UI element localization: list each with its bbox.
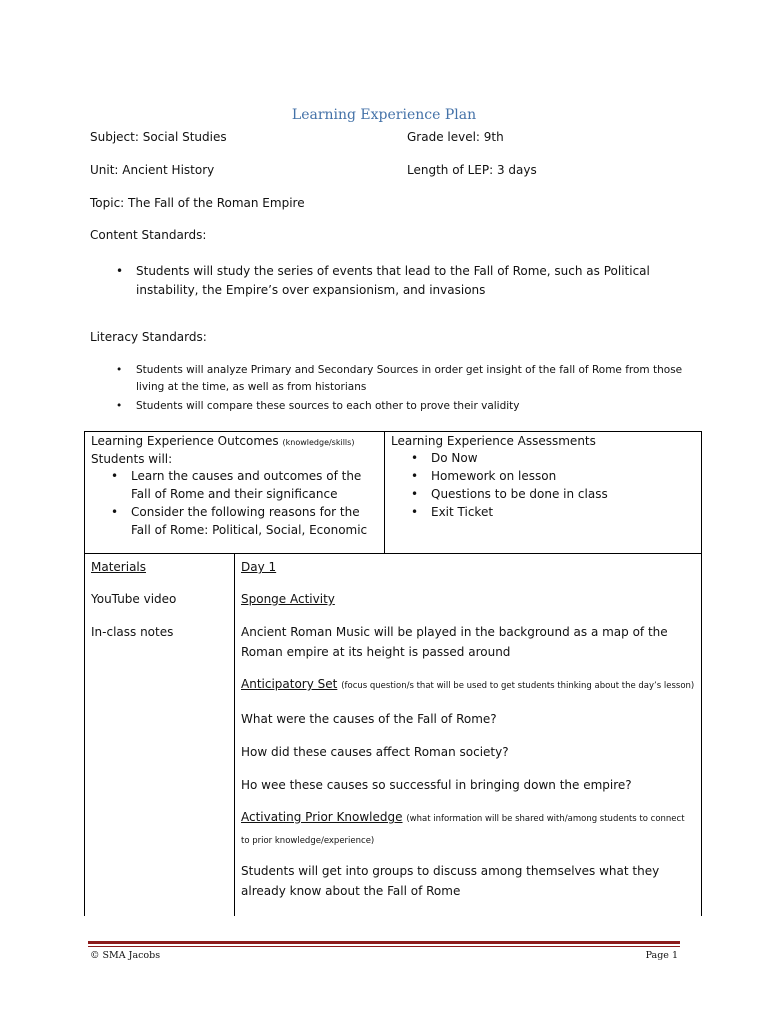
- grade-level-label: Grade level: 9th: [407, 130, 504, 144]
- anticipatory-set-heading: Anticipatory Set: [241, 677, 338, 691]
- list-item: • Students will study the series of events that lead to the Fall of Rome, such as Political instability, the Empire’s over expansionism, and invasions: [90, 262, 690, 300]
- day-heading: Day 1: [241, 560, 277, 574]
- footer-rule: [88, 941, 680, 944]
- list-item: • Learn the causes and outcomes of the Fall of Rome and their significance: [85, 467, 378, 503]
- prior-knowledge-text: Students will get into groups to discuss among themselves what they already know about the Fall of Rome: [241, 864, 660, 898]
- assessments-cell: [385, 432, 702, 554]
- anticipatory-set-note: (focus question/s that will be used to get students thinking about the day’s lesson): [341, 681, 695, 691]
- literacy-standards-heading: Literacy Standards:: [90, 330, 207, 344]
- list-item: • Do Now: [385, 449, 701, 467]
- content-standards-list: [90, 262, 690, 300]
- list-item: • Consider the following reasons for the Fall of Rome: Political, Social, Economic: [85, 503, 378, 539]
- content-standards-heading: Content Standards:: [90, 228, 207, 242]
- list-item: • Students will analyze Primary and Secondary Sources in order get insight of the fall of Rome from those living at the time, as well as from historians: [90, 362, 690, 396]
- footer-rule-thin: [88, 946, 680, 947]
- outcomes-note: (knowledge/skills): [282, 438, 355, 447]
- unit-label: Unit: Ancient History: [90, 163, 215, 177]
- list-item: • Homework on lesson: [385, 467, 701, 485]
- length-label: Length of LEP: 3 days: [407, 163, 537, 177]
- focus-question: What were the causes of the Fall of Rome?: [241, 712, 497, 726]
- material-item: YouTube video: [91, 592, 177, 606]
- subject-label: Subject: Social Studies: [90, 130, 227, 144]
- outcomes-heading: Learning Experience Outcomes: [91, 434, 279, 448]
- students-will-label: Students will:: [91, 452, 173, 466]
- footer-copyright: © SMA Jacobs: [90, 950, 161, 961]
- materials-cell: [85, 554, 235, 916]
- lesson-table: [84, 431, 702, 916]
- day-cell: [235, 554, 702, 916]
- prior-knowledge-heading: Activating Prior Knowledge: [241, 810, 403, 824]
- material-item: In-class notes: [91, 625, 174, 639]
- list-item: • Students will compare these sources to each other to prove their validity: [90, 398, 690, 415]
- focus-question: How did these causes affect Roman society?: [241, 745, 509, 759]
- outcomes-cell: [85, 432, 385, 554]
- footer-page-number: Page 1: [645, 950, 678, 961]
- page-title: Learning Experience Plan: [291, 107, 477, 123]
- materials-heading: Materials: [91, 560, 147, 574]
- focus-question: Ho wee these causes so successful in bringing down the empire?: [241, 778, 632, 792]
- prior-knowledge-note: (what information will be shared with/among students to connect to prior knowledge/experience): [241, 814, 685, 846]
- literacy-standards-list: [90, 362, 690, 417]
- list-item: • Exit Ticket: [385, 503, 701, 521]
- assessments-heading: Learning Experience Assessments: [391, 434, 596, 448]
- list-item: • Questions to be done in class: [385, 485, 701, 503]
- sponge-activity-heading: Sponge Activity: [241, 592, 335, 606]
- sponge-activity-text: Ancient Roman Music will be played in the background as a map of the Roman empire at its height is passed around: [241, 625, 668, 659]
- topic-label: Topic: The Fall of the Roman Empire: [90, 196, 305, 210]
